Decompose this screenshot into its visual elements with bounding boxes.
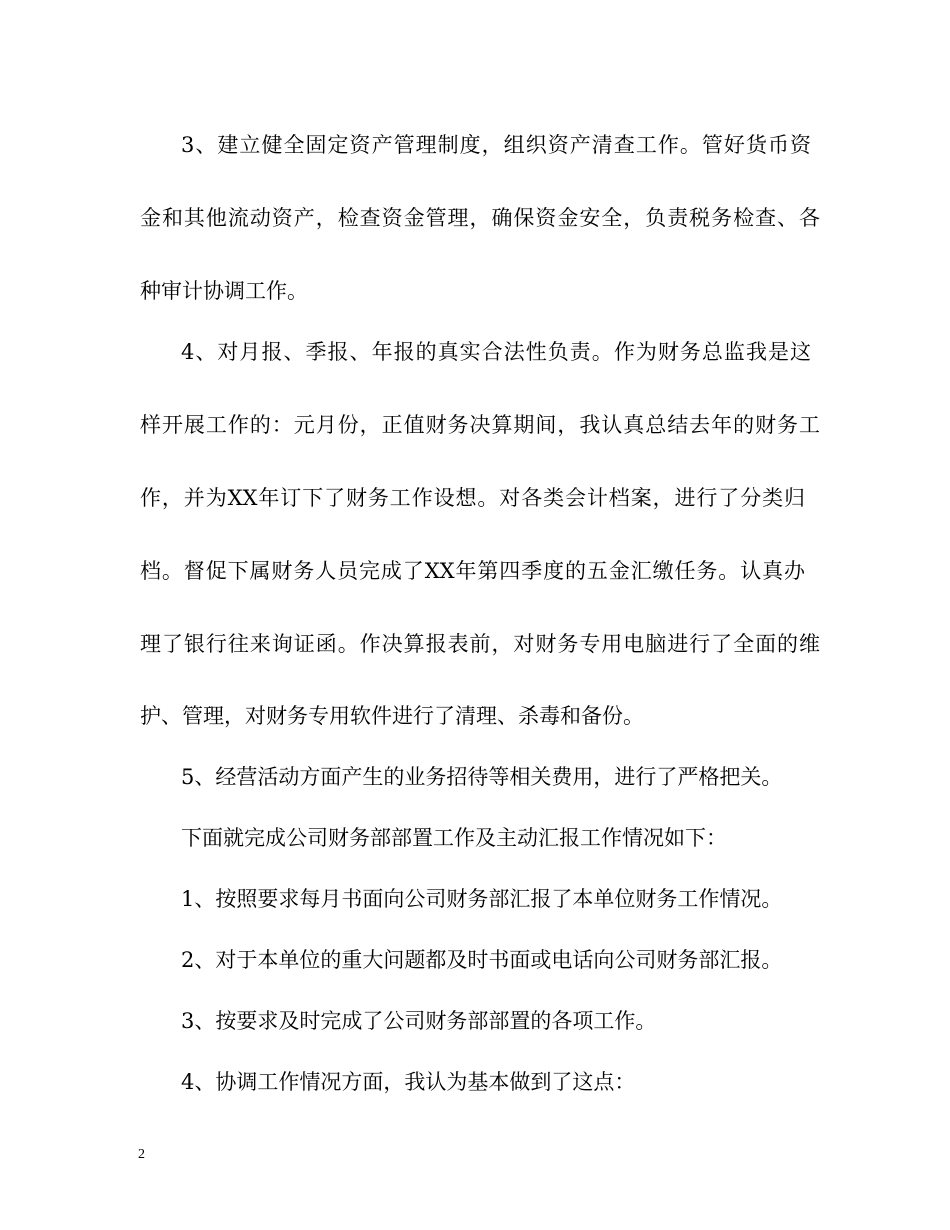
paragraph-line: 金和其他流动资产，检查资金管理，确保资金安全，负责税务检查、各 xyxy=(140,206,820,230)
paragraph-line: 护、管理，对财务专用软件进行了清理、杀毒和备份。 xyxy=(140,704,644,728)
paragraph-line: 3、按要求及时完成了公司财务部部置的各项工作。 xyxy=(181,1009,657,1033)
paragraph-line: 种审计协调工作。 xyxy=(140,279,308,303)
paragraph-line: 1、按照要求每月书面向公司财务部汇报了本单位财务工作情况。 xyxy=(181,887,783,911)
paragraph-line: 档。督促下属财务人员完成了XX年第四季度的五金汇缴任务。认真办 xyxy=(140,559,805,583)
paragraph-line: 样开展工作的：元月份，正值财务决算期间，我认真总结去年的财务工 xyxy=(140,413,820,437)
page-number: 2 xyxy=(138,1147,145,1162)
paragraph-line: 5、经营活动方面产生的业务招待等相关费用，进行了严格把关。 xyxy=(181,765,783,789)
paragraph-line: 4、对月报、季报、年报的真实合法性负责。作为财务总监我是这 xyxy=(181,340,811,364)
paragraph-line: 理了银行往来询证函。作决算报表前，对财务专用电脑进行了全面的维 xyxy=(140,632,820,656)
paragraph-line: 4、协调工作情况方面，我认为基本做到了这点： xyxy=(181,1070,636,1094)
paragraph-line: 2、对于本单位的重大问题都及时书面或电话向公司财务部汇报。 xyxy=(181,948,783,972)
paragraph-line: 3、建立健全固定资产管理制度，组织资产清查工作。管好货币资 xyxy=(181,133,811,157)
paragraph-line: 下面就完成公司财务部部置工作及主动汇报工作情况如下： xyxy=(181,826,727,850)
paragraph-line: 作，并为XX年订下了财务工作设想。对各类会计档案，进行了分类归 xyxy=(140,486,805,510)
